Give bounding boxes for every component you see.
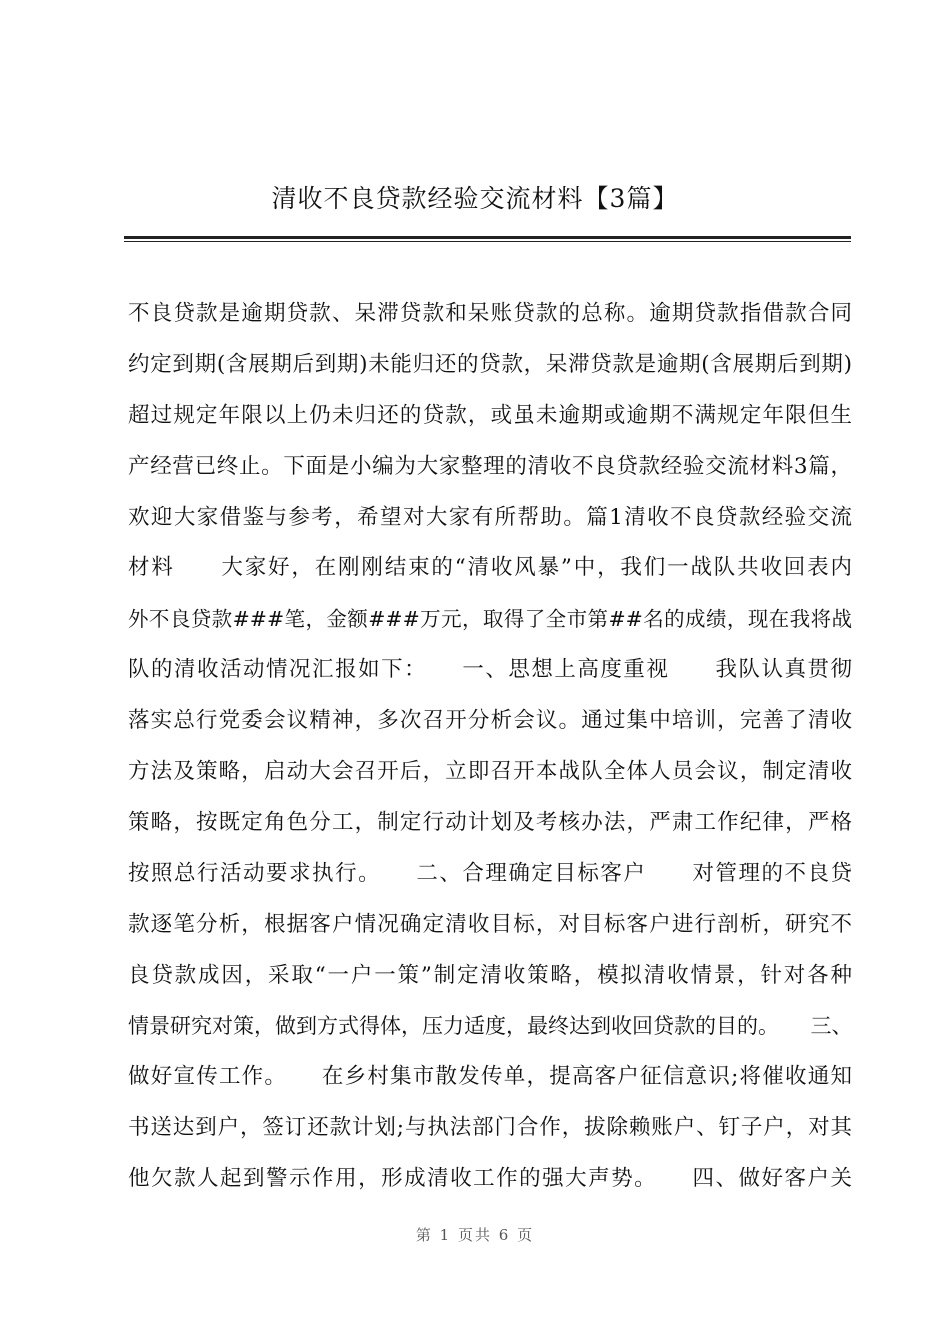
text-line: 他欠款人起到警示作用，形成清收工作的强大声势。 四、做好客户关 <box>128 1166 852 1192</box>
title-rule-thick <box>124 236 851 239</box>
text-line: 书送达到户，签订还款计划;与执法部门合作，拔除赖账户、钉子户，对其 <box>128 1115 852 1141</box>
text-line: 外不良贷款###笔，金额###万元，取得了全市第##名的成绩，现在我将战 <box>128 607 852 632</box>
text-line: 约定到期(含展期后到期)未能归还的贷款，呆滞贷款是逾期(含展期后到期) <box>128 351 852 377</box>
title-rule-thin <box>124 241 851 242</box>
text-line: 队的清收活动情况汇报如下： 一、思想上高度重视 我队认真贯彻 <box>128 657 852 683</box>
text-line: 款逐笔分析，根据客户情况确定清收目标，对目标客户进行剖析，研究不 <box>128 911 852 937</box>
text-line: 产经营已终止。下面是小编为大家整理的清收不良贷款经验交流材料3篇， <box>128 453 852 479</box>
text-line: 策略，按既定角色分工，制定行动计划及考核办法，严肃工作纪律，严格 <box>128 809 852 835</box>
text-line: 按照总行活动要求执行。 二、合理确定目标客户 对管理的不良贷 <box>128 860 852 886</box>
text-line: 材料 大家好，在刚刚结束的“清收风暴”中，我们一战队共收回表内 <box>128 555 852 581</box>
text-line: 方法及策略，启动大会召开后，立即召开本战队全体人员会议，制定清收 <box>128 759 852 785</box>
text-line: 良贷款成因，采取“一户一策”制定清收策略，模拟清收情景，针对各种 <box>128 962 852 988</box>
text-line: 情景研究对策，做到方式得体，压力适度，最终达到收回贷款的目的。 三、 <box>128 1014 852 1039</box>
document-title: 清收不良贷款经验交流材料【3篇】 <box>271 184 679 213</box>
page-footer: 第 1 页共 6 页 <box>415 1226 535 1244</box>
text-line: 做好宣传工作。 在乡村集市散发传单，提高客户征信意识;将催收通知 <box>128 1064 852 1090</box>
text-line: 落实总行党委会议精神，多次召开分析会议。通过集中培训，完善了清收 <box>128 708 852 734</box>
text-line: 欢迎大家借鉴与参考，希望对大家有所帮助。篇1清收不良贷款经验交流 <box>128 504 852 530</box>
text-line: 不良贷款是逾期贷款、呆滞贷款和呆账贷款的总称。逾期贷款指借款合同 <box>128 301 852 326</box>
body-text <box>128 297 852 1213</box>
text-line: 超过规定年限以上仍未归还的贷款，或虽未逾期或逾期不满规定年限但生 <box>128 402 852 428</box>
